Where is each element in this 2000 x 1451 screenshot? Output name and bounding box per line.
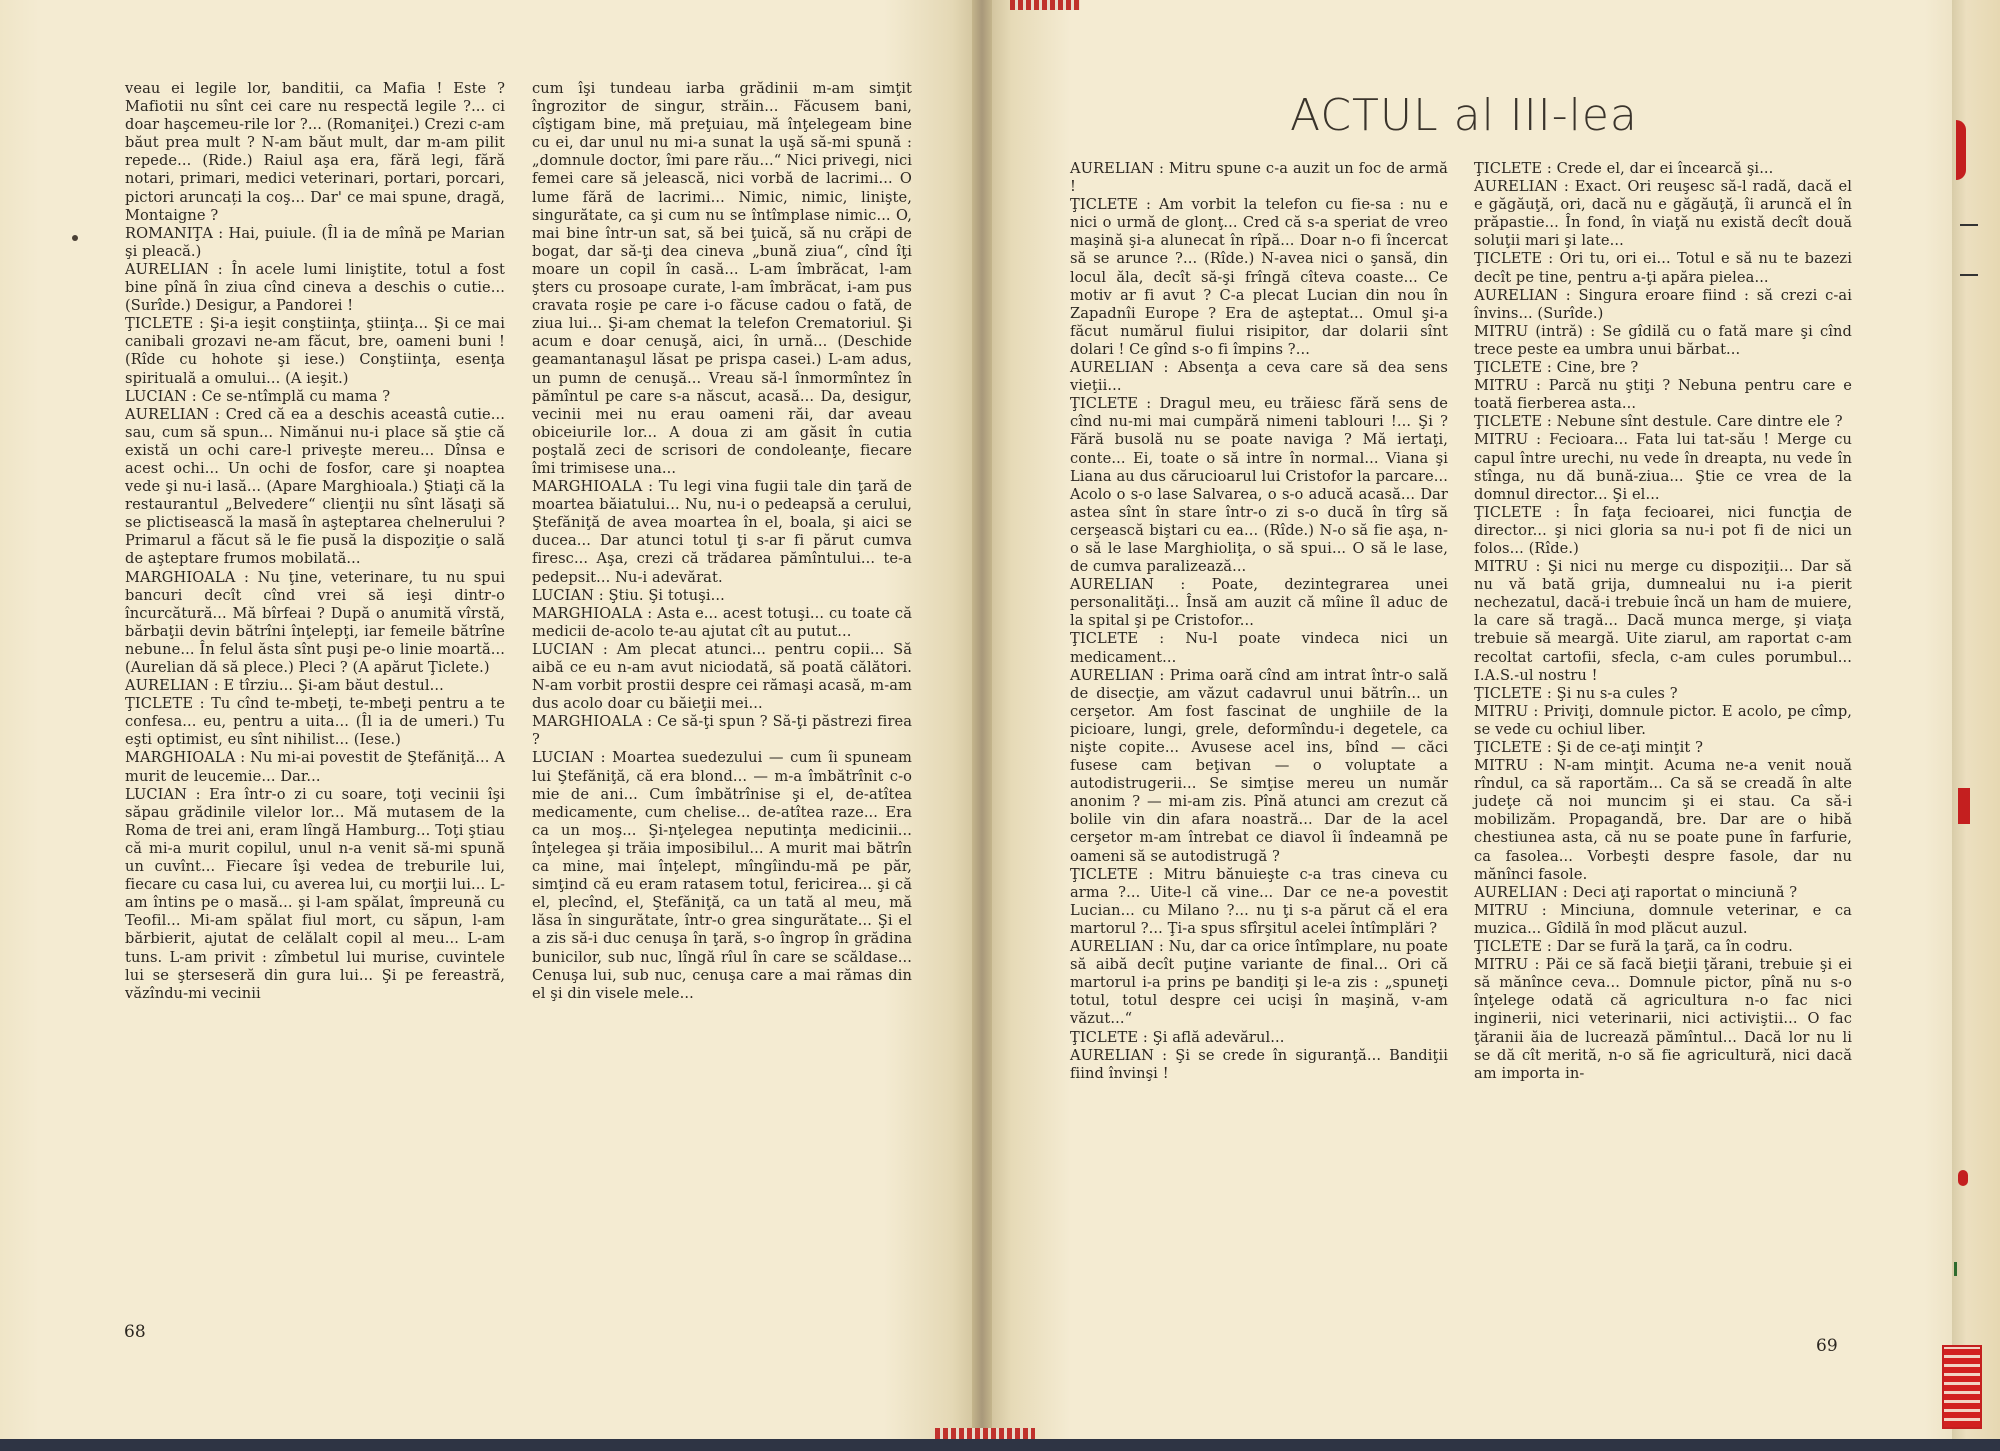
page-number-right: 69 [1816,1336,1838,1356]
left-page-column-2 [532,80,912,1003]
right-page-column-2 [1474,160,1852,1083]
left-page [0,0,982,1440]
page-number-left: 68 [124,1322,146,1342]
paragraph: ŢICLETE : Şi nu s-a cules ? [1474,684,1678,702]
paragraph: MARGHIOALA : Asta e... acest totuşi... cu toate că medicii de-acolo te-au ajutat cît au putut... [532,604,912,640]
paragraph: MITRU : Şi nici nu merge cu dispoziţii... Dar să nu vă bată grija, dumnealui nu i-a pierit nechezatul, dacă-i trebuie încă un ham de muiere, la care să tragă... Dacă munca merge, şi viaţa trebuie să meargă. Uite ziarul, am raportat c-am recoltat cartofii, sfecla, c-am cules porumbul... I.A.S.-ul nostru ! [1474,558,1852,684]
paragraph: ŢICLETE : Dar se fură la ţară, ca în codru. [1474,938,1793,956]
paragraph: LUCIAN : Ştiu. Şi totuşi... [532,586,725,604]
paragraph: LUCIAN : Moartea suedezului — cum îi spuneam lui Ştefăniţă, că era blond... — m-a îmbătrînit c-o mie de ani... Cum îmbătrînise şi el, de-atîtea medicamente, cum chelise... de-atîtea raze... Era ca un moş... Şi-nţelegea neputinţa medicinii... înţelegea şi trăia imposibilul... A murit mai bătrîn ca mine, mai înţelept, mîngîindu-mă pe păr, simţind că eu eram ratasem totul, fericirea... şi că el, plecînd, el, Ştefăniţă, ca un tată al meu, mă lăsa în singurătate, într-o grea singurătate... Şi el a zis să-i duc cenuşa în ţară, s-o îngrop în grădina bunicilor, sub nuc, lîngă rîul în care se scăldase... Cenuşa lui, sub nuc, cenuşa care a mai rămas din el şi din visele mele... [532,749,912,1002]
paragraph: LUCIAN : Am plecat atunci... pentru copii... Să aibă ce eu n-am avut niciodată, să poată călători. N-am vorbit prostii despre cei rămaşi acasă, m-am dus acolo doar cu băieţii mei... [532,640,912,713]
red-mark [1960,224,1978,226]
red-mark [1960,274,1978,276]
paragraph: MITRU : Fecioara... Fata lui tat-său ! Merge cu capul între urechi, nu vede în dreapta, nu vede în stînga, nu dă bună-ziua... Ştie ce vrea de la domnul director... Şi el... [1474,431,1852,503]
paragraph: MITRU : N-am minţit. Acuma ne-a venit nouă rîndul, ca să raportăm... Ca să se creadă în alte judeţe că noi muncim şi ei stau. Ca să-i mobilizăm. Propagandă, bre. Dar are o hibă chestiunea asta, că nu se poate pune în farfurie, ca fasolea... Vorbeşti despre fasole, dar nu mănînci fasole. [1474,757,1852,883]
paragraph: AURELIAN : Şi se crede în siguranţă... Bandiţii fiind învinşi ! [1070,1046,1448,1082]
paragraph: ŢICLETE : Am vorbit la telefon cu fie-sa : nu e nici o urmă de glonţ... Cred că s-a speriat de vreo maşină şi-a alunecat în rîpă... Doar n-o fi încercat să se arunce ?... (Rîde.) N-avea nici o şansă, din locul ăla, decît să-şi frîngă cîteva coaste... Ce motiv ar fi avut ? C-a plecat Lucian din nou în Zapadnîi Europe ? Era de aşteptat... Omul şi-a făcut numărul fiului risipitor, dar dolarii sînt dolari ! Ce gînd s-o fi împins ?... [1070,196,1448,358]
green-mark [1954,1262,1957,1276]
act-title: ACTUL al III-lea [1290,90,1638,141]
paragraph: MARGHIOALA : Nu ţine, veterinare, tu nu spui bancuri decît cînd vrei să ieşi dintr-o încurcătură... Mă bîrfeai ? După o anumită vîrstă, bărbaţii devin bătrîni înţelepţi, iar femeile bătrîne nebune... În felul ăsta sînt puşi pe-o linie moartă... (Aurelian dă să plece.) Pleci ? (A apărut Ţiclete.) [125,568,505,676]
paragraph: ŢICLETE : Crede el, dar ei încearcă şi... [1474,160,1774,177]
paragraph: AURELIAN : Mitru spune c-a auzit un foc de armă ! [1070,160,1448,196]
paragraph: ŢICLETE : Şi de ce-aţi minţit ? [1474,739,1703,756]
right-page [982,0,1964,1440]
paragraph: AURELIAN : Poate, dezintegrarea unei personalităţi... Însă am auzit că mîine îl aduc de la spital şi pe Cristofor... [1070,576,1448,630]
paragraph: ŢICLETE : Nu-l poate vindeca nici un medicament... [1070,630,1448,666]
paragraph: AURELIAN : Cred că ea a deschis aceastâ cutie... sau, cum să spun... Nimănui nu-i place să ştie că există un ochi care-l priveşte mereu... Dînsa e acest ochi... Un ochi de fosfor, care şi noaptea vede şi nu-i lasă... (Apare Marghioala.) Ştiaţi că la restaurantul „Belvedere“ clienţii nu sînt lăsaţi să se plictisească la masă în aşteptarea chelnerului ? Primarul a făcut să le fie pusă la dispoziţie o sală de aşteptare frumos mobilată... [125,405,505,568]
paragraph: AURELIAN : Absenţa a ceva care să dea sens vieţii... [1070,359,1448,395]
paragraph: MITRU : Priviţi, domnule pictor. E acolo, pe cîmp, se vede cu ochiul liber. [1474,702,1852,738]
book-cover-edge [0,1439,2000,1451]
paragraph: ŢICLETE : Ori tu, ori ei... Totul e să nu te bazezi decît pe tine, pentru a-ţi apăra pielea... [1474,250,1852,286]
paragraph: MARGHIOALA : Ce să-ţi spun ? Să-ţi păstrezi firea ? [532,713,912,749]
paragraph: AURELIAN : În acele lumi liniştite, totul a fost bine pînă în ziua cînd cineva a deschis o cutie... (Surîde.) Desigur, a Pandorei ! [125,260,505,315]
right-page-column-1 [1070,160,1448,1083]
paragraph: ŢICLETE : Nebune sînt destule. Care dintre ele ? [1474,413,1843,431]
paragraph: LUCIAN : Era într-o zi cu soare, toţi vecinii îşi săpau grădinile vilelor lor... Mă mutasem de la Roma de trei ani, eram lîngă Hamburg... Toţi ştiau că mi-a murit copilul, unul n-a venit să-mi spună un cuvînt... Fiecare îşi vedea de treburile lui, fiecare cu casa lui, cu averea lui, cu morţii lui... L-am întins pe o masă... şi l-am spălat, împreună cu Teofil... Mi-am spălat fiul mort, cu săpun, l-am bărbierit, ajutat de celălalt copil al meu... L-am tuns. L-am privit : zîmbetul lui murise, cuvintele lui se şterseseră din gura lui... Şi pe fereastră, văzîndu-mi vecinii [125,785,505,1002]
margin-mark [72,235,78,241]
paragraph: MITRU : Păi ce să facă bieţii ţărani, trebuie şi ei să mănînce ceva... Domnule pictor, pînă nu s-o înţelege odată că agricultura n-o fac nici inginerii, nici veterinarii, nici activiştii... O fac ţăranii ăia de lucrează pămîntul... Dacă lor nu li se dă cît merită, n-o să fie agricultură, nici dacă am importa in- [1474,956,1852,1082]
paragraph: AURELIAN : Nu, dar ca orice întîmplare, nu poate să aibă decît puţine variante de final... Ori că martorul i-a prins pe bandiţi şi le-a zis : „spuneţi totul, totul despre cei ucişi în maşină, v-am văzut...“ [1070,938,1448,1028]
paragraph: AURELIAN : Exact. Ori reuşesc să-l radă, dacă el e găgăuţă, ori, dacă nu e găgăuţă, îi aruncă el în prăpastie... În fond, în viaţă nu există decît două soluţii mari şi late... [1474,178,1852,250]
paragraph: ŢICLETE : Şi află adevărul... [1070,1028,1285,1046]
red-mark [1956,120,1966,180]
headband-top [1010,0,1080,10]
paragraph: LUCIAN : Ce se-ntîmplă cu mama ? [125,387,391,405]
paragraph: veau ei legile lor, banditii, ca Mafia ! Este ? Mafiotii nu sînt cei care nu respectă legile ?... ci doar haşcemeu-rile lor ?... (Romaniţei.) Crezi c-am băut prea mult ? N-am băut mult, dar m-am pilit repede... (Ride.) Raiul aşa era, fără legi, fără notari, primari, medici veterinari, portari, porcari, pictori aruncați la coş... Dar' ce mai spune, dragă, Montaigne ? [125,80,505,224]
paragraph: ŢICLETE : În faţa fecioarei, nici funcţia de director... şi nici gloria sa nu-i pot fi de nici un folos... (Rîde.) [1474,503,1852,557]
paragraph: AURELIAN : E tîrziu... Şi-am băut destul... [125,677,444,695]
red-mark [1958,1170,1968,1186]
paragraph: MITRU : Minciuna, domnule veterinar, e ca muzica... Gîdilă în mod plăcut auzul. [1474,901,1852,937]
book-gutter [972,0,992,1440]
paragraph: AURELIAN : Deci aţi raportat o minciună ? [1474,883,1798,901]
left-page-column-1 [125,80,505,1003]
paragraph: ŢICLETE : Şi-a ieşit conştiinţa, ştiinţa... Şi ce mai canibali grozavi ne-am făcut, bre, oameni buni ! (Rîde cu hohote şi iese.) Conştiinţa, esenţa spirituală a omului... (A ieşit.) [125,315,505,387]
paragraph: ŢICLETE : Tu cînd te-mbeţi, te-mbeţi pentru a te confesa... eu, pentru a uita... (Îl ia de umeri.) Tu eşti optimist, eu sînt nihilist... (Iese.) [125,695,505,749]
paragraph: AURELIAN : Singura eroare fiind : să crezi c-ai învins... (Surîde.) [1474,286,1852,322]
page-edge-strip [1952,0,2000,1440]
red-stamp-icon [1942,1345,1982,1429]
paragraph: MARGHIOALA : Nu mi-ai povestit de Ştefăniţă... A murit de leucemie... Dar... [125,749,505,785]
paragraph: MITRU (intră) : Se gîdilă cu o fată mare şi cînd trece peste ea umbra unui bărbat... [1474,322,1852,358]
paragraph: ŢICLETE : Cine, bre ? [1474,359,1639,377]
paragraph: ŢICLETE : Dragul meu, eu trăiesc fără sens de cînd nu-mi mai cumpără nimeni tablouri !... Şi ? Fără busolă nu se poate naviga ? Mă iertaţi, conte... Ei, toate o să intre în normal... Viana şi Liana au dus cărucioarul lui Cristofor la parcare... Acolo o s-o lase Salvarea, o s-o aducă acasă... Dar astea sînt în stare într-o zi s-o ducă în tîrg să cerşească biştari cu ea... (Rîde.) N-o să fie aşa, n-o să le lase Marghioliţa, o să spui... O să le lase, de cumva paralizează... [1070,395,1448,576]
paragraph: ROMANIŢA : Hai, puiule. (Îl ia de mînă pe Marian şi pleacă.) [125,224,505,260]
paragraph: MARGHIOALA : Tu legi vina fugii tale din ţară de moartea băiatului... Nu, nu-i o pedeapsă a cerului, Ştefăniţă de avea moartea în el, boala, şi aici se ducea... Dar atunci totul ţi s-ar fi părut cumva firesc... Aşa, crezi că trădarea pămîntului... te-a pedepsit... Nu-i adevărat. [532,478,912,586]
paragraph: MITRU : Parcă nu ştiţi ? Nebuna pentru care e toată fierberea asta... [1474,377,1852,413]
red-mark [1958,788,1970,824]
paragraph: ŢICLETE : Mitru bănuieşte c-a tras cineva cu arma ?... Uite-l că vine... Dar ce ne-a povestit Lucian... cu Milano ?... nu ţi s-a părut că el era martorul ?... Ţi-a spus sfîrşitul acelei întîmplări ? [1070,865,1448,937]
paragraph: AURELIAN : Prima oară cînd am intrat într-o sală de disecţie, am văzut cadavrul unui bătrîn... un cerşetor. Am fost fascinat de unghiile de la picioare, lungi, grele, deformîndu-i degetele, ca nişte copite... Avusese acel ins, bînd — căci fusese cam beţivan — o voluptate a autodistrugerii... Se simţise mereu un număr anonim ? — mi-am zis. Pînă atunci am crezut că bolile vin din afara noastră... Dar de la acel cerşetor m-am întrebat ce diavol îi îndeamnă pe oameni să se autodistrugă ? [1070,666,1448,865]
paragraph: cum îşi tundeau iarba grădinii m-am simţit îngrozitor de singur, străin... Făcusem bani, cîştigam bine, mă preţuiau, mă înţelegeam bine cu ei, dar unul nu mi-a sunat la uşă să-mi spună : „domnule doctor, îmi pare rău...“ Nici privegi, nici femei care să jelească, nici vorbă de lacrimi... O lume fără de lacrimi... Nimic, nimic, linişte, singurătate, ca şi cum nu se întîmplase nimic... O, mai bine într-un sat, să bei ţuică, să nu crăpi de bogat, dar să-ţi dea cineva „bună ziua“, cînd îţi moare un copil în casă... L-am îmbrăcat, l-am şters cu prosoape curate, l-am îmbrăcat, i-am pus cravata roşie pe care i-o făcuse cadou o fată, de ziua lui... Şi-am chemat la telefon Crematoriul. Şi acum e doar cenuşă, aici, în urnă... (Deschide geamantanaşul lăsat pe prispa casei.) L-am adus, un pumn de cenuşă... Vreau să-l înmormîntez în pămîntul pe care s-a născut, acasă... Da, desigur, vecinii mei nu erau oameni răi, dar aveau obiceiurile lor... A doua zi am găsit în cutia poştală zeci de scrisori de condoleanţe, fiecare îmi trimisese una... [532,80,912,477]
